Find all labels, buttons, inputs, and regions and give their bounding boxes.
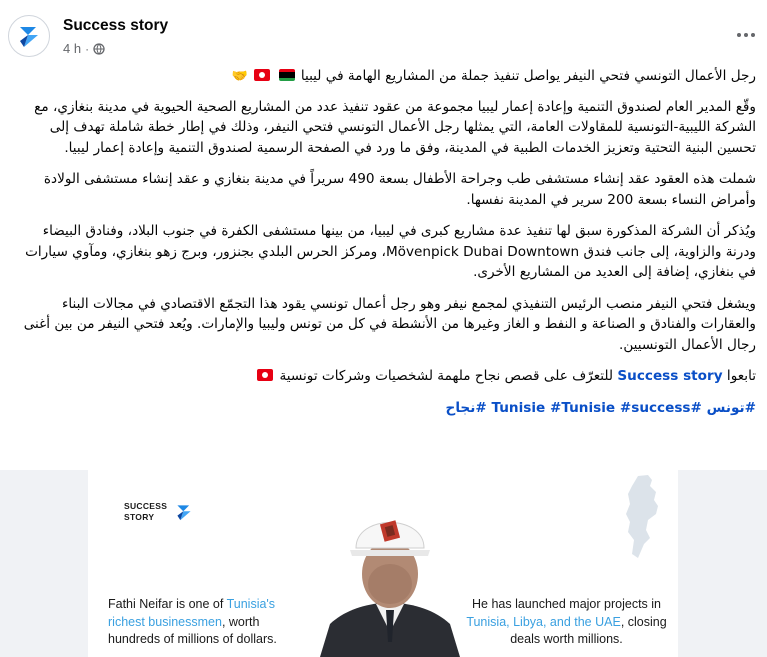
- paragraph-2: شملت هذه العقود عقد إنشاء مستشفى طب وجراحة الأطفال بسعة 490 سريراً في مدينة بنغازي و عقد إنشاء مستشفى الولادة وأمراض النساء بسعة 200 سرير في المدينة نفسها.: [43, 171, 756, 208]
- globe-icon[interactable]: [93, 43, 105, 55]
- post-body: [12, 66, 756, 429]
- hashtag-link[interactable]: #تونس: [706, 399, 756, 416]
- right-caption: He has launched major projects in Tunisia, Libya, and the UAE, closing deals worth millions.: [466, 597, 667, 646]
- hashtag-link[interactable]: #Tunisie: [549, 399, 616, 416]
- paragraph-3: ويُذكر أن الشركة المذكورة سبق لها تنفيذ عدة مشاريع كبرى في ليبيا، من بينها مستشفى الكفرة في جنوب البلاد، وفنادق البيضاء ودرنة والزاوية، إلى جانب فندق Mövenpick Dubai Downtown، ومركز الحرس البلدي بجنزور، وبرج زهو بنغازي، ومآوي سيارات في بنغازي، إضافة إلى العديد من المشاريع الأخرى.: [25, 223, 756, 280]
- post-meta: [63, 41, 105, 56]
- dot-icon: [744, 33, 748, 37]
- paragraph-1: وقّع المدير العام لصندوق التنمية وإعادة إعمار ليبيا مجموعة من عقود تنفيذ عدد من المشاريع الصحية الحيوية في مدينة بنغازي، مع الشركة الليبية-التونسية للمقاولات العامة، التي يمثلها رجل الأعمال التونسي فتحي النيفر، وذلك في إطار خطة شاملة تهدف إلى تحسين البنية التحتية وتعزيز الخدمات الطبية في المدينة، وفق ما ورد في الصفحة الرسمية لصندوق التنمية وإعادة إعمار ليبيا.: [34, 98, 756, 156]
- tunisia-flag-icon: [254, 69, 270, 81]
- logo-text: SUCCESS STORY: [124, 501, 168, 522]
- banner-logo: [124, 500, 195, 524]
- hashtags: [12, 398, 756, 419]
- follow-line: [12, 366, 756, 387]
- post-time[interactable]: 4 h: [63, 41, 82, 56]
- tunisia-flag-icon: [257, 369, 273, 381]
- banner-graphic: [88, 470, 678, 657]
- separator-dot: ·: [85, 41, 90, 56]
- left-caption: Fathi Neifar is one of Tunisia's richest businessmen, worth hundreds of millions of dollars.: [108, 597, 277, 646]
- hashtag-link[interactable]: #success: [619, 399, 691, 416]
- more-options-button[interactable]: [735, 24, 757, 46]
- dot-icon: [737, 33, 741, 37]
- page-avatar[interactable]: [8, 15, 50, 57]
- post-image[interactable]: [0, 470, 767, 657]
- dot-icon: [751, 33, 755, 37]
- headline-text: رجل الأعمال التونسي فتحي النيفر يواصل تنفيذ جملة من المشاريع الهامة في ليبيا: [300, 68, 756, 84]
- success-story-logo-icon: [173, 500, 195, 524]
- hashtag-link[interactable]: #Tunisie: [491, 399, 702, 416]
- post-headline: [12, 66, 756, 88]
- follow-suffix: للتعرّف على قصص نجاح ملهمة لشخصيات وشركات تونسية: [279, 368, 614, 384]
- hashtag-link[interactable]: #نجاح: [445, 399, 487, 416]
- follow-prefix: تابعوا: [726, 368, 756, 384]
- success-story-logo-icon: [14, 21, 44, 51]
- post-header: [0, 0, 767, 66]
- businessman-portrait: [320, 492, 460, 657]
- libya-flag-icon: [279, 69, 295, 81]
- paragraph-4: ويشغل فتحي النيفر منصب الرئيس التنفيذي لمجمع نيفر وهو رجل أعمال تونسي يقود هذا التجمّع الاقتصادي في مجالات البناء والعقارات والفنادق و الصناعة و النفط و الغاز وغيرها من الأنشطة في كل من تونس وليبيا والإمارات. ويُعد فتحي النيفر من بين أغنى رجال الأعمال التونسيين.: [23, 295, 756, 353]
- success-story-link[interactable]: Success story: [617, 368, 723, 384]
- tunisia-map-icon: [620, 474, 664, 560]
- author-name[interactable]: Success story: [63, 17, 169, 34]
- handshake-icon: 🤝: [231, 69, 248, 84]
